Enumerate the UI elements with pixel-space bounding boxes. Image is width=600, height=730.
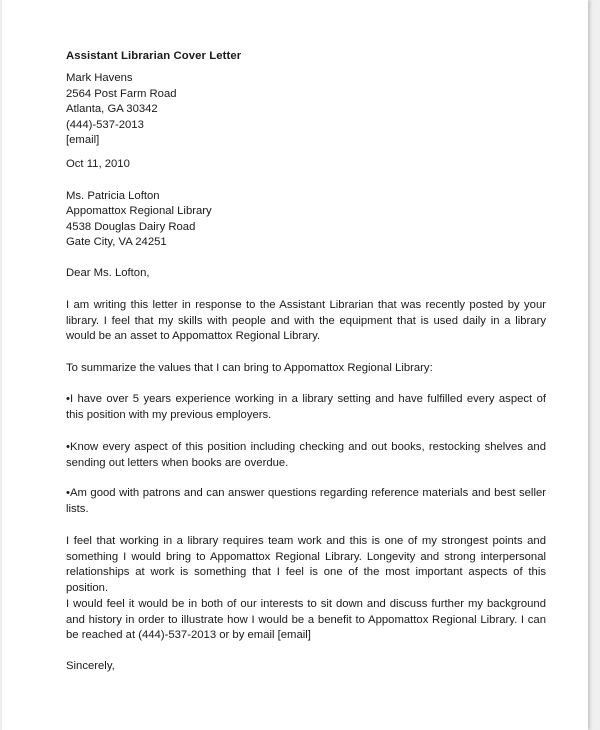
bullet-patrons: •Am good with patrons and can answer questions regarding reference materials and best seller lists. <box>66 487 546 515</box>
body-paragraph-closing: I would feel it would be in both of our interests to sit down and discuss further my background and history in order to illustrate how I would be a benefit to Appomattox Regional Library. I can be reached at (444)-537-2013 or by email [email] <box>66 598 546 642</box>
bullet-duties: •Know every aspect of this position including checking and out books, restocking shelves and sending out letters when books are overdue. <box>66 441 546 469</box>
sender-city: Atlanta, GA 30342 <box>66 103 158 115</box>
body-paragraph-intro: I am writing this letter in response to the Assistant Librarian that was recently posted by your library. I feel that my skills with people and with the equipment that is used daily in a library would be an asset to Appomattox Regional Library. <box>66 299 546 343</box>
recipient-organization: Appomattox Regional Library <box>66 205 212 217</box>
body-paragraph-teamwork: I feel that working in a library requires team work and this is one of my strongest points and something I would bring to Appomattox Regional Library. Longevity and strong interpersonal relationships at work is something that I feel is one of the most important aspects of this position. <box>66 535 546 594</box>
sender-phone: (444)-537-2013 <box>66 119 144 131</box>
bullet-experience: •I have over 5 years experience working in a library setting and have fulfilled every aspect of this position with my previous employers. <box>66 393 546 421</box>
closing: Sincerely, <box>66 660 115 672</box>
recipient-street: 4538 Douglas Dairy Road <box>66 221 196 233</box>
letter-date: Oct 11, 2010 <box>66 158 130 170</box>
document-page <box>2 0 588 730</box>
sender-email: [email] <box>66 134 100 146</box>
recipient-city: Gate City, VA 24251 <box>66 236 167 248</box>
salutation: Dear Ms. Lofton, <box>66 267 150 279</box>
body-paragraph-summary: To summarize the values that I can bring to Appomattox Regional Library: <box>66 362 433 374</box>
recipient-name: Ms. Patricia Lofton <box>66 190 160 202</box>
sender-street: 2564 Post Farm Road <box>66 88 177 100</box>
letter-title: Assistant Librarian Cover Letter <box>66 50 242 62</box>
sender-name: Mark Havens <box>66 72 133 84</box>
